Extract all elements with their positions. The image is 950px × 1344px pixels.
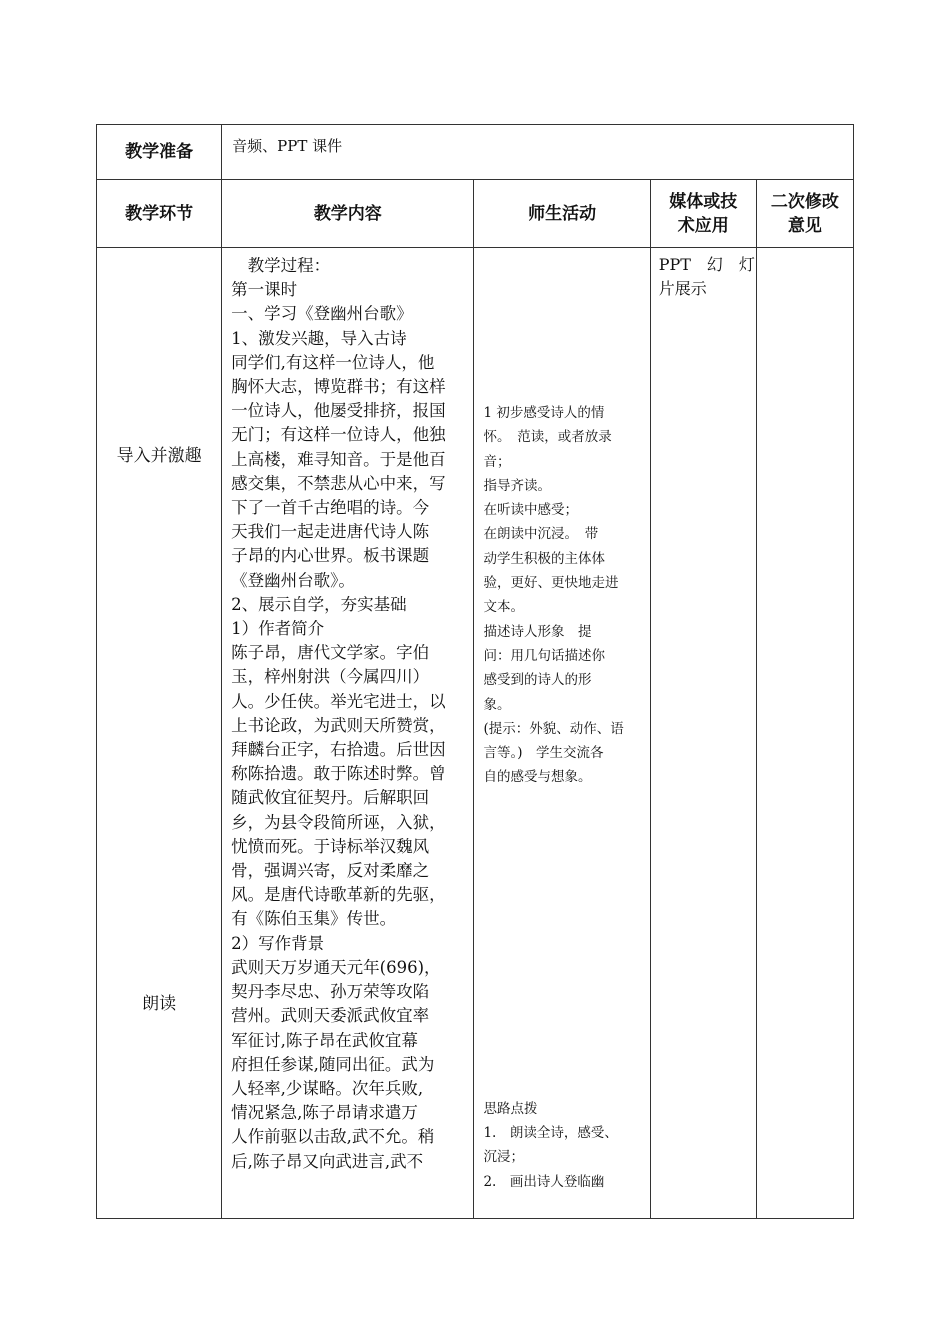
activity-line: 文本。 [483, 599, 524, 616]
content-line: 无门；有这样一位诗人，他独 [231, 425, 446, 445]
activity-line: 音； [483, 453, 511, 470]
content-line: 忧愤而死。于诗标举汉魏风 [231, 836, 430, 856]
activity-line: 指导齐读。 [483, 477, 551, 494]
activity-line: 言等。) 学生交流各 [483, 745, 604, 762]
content-line: 府担任参谋,随同出征。武为 [231, 1054, 435, 1074]
activity-line: 感受到的诗人的形 [483, 672, 592, 689]
content-line: 下了一首千古绝唱的诗。今 [231, 498, 430, 518]
activity-line: 问：用几句话描述你 [483, 647, 605, 664]
media-text [658, 253, 755, 301]
content-line: 情况紧急,陈子昂请求遣万 [231, 1103, 418, 1123]
revise-cell [756, 248, 853, 1219]
header-revise-line-2: 意见 [787, 215, 822, 236]
content-line: 第一课时 [231, 280, 298, 300]
content-line: 随武攸宜征契丹。后解职回 [231, 788, 430, 808]
content-line: 风。是唐代诗歌革新的先驱， [231, 885, 446, 905]
header-media-line-1: 媒体或技 [669, 191, 738, 212]
media-cell [650, 248, 756, 1219]
activity-line: 2. 画出诗人登临幽 [483, 1173, 605, 1190]
content-line: 营州。武则天委派武攸宜率 [231, 1006, 430, 1026]
header-content: 教学内容 [222, 180, 474, 248]
activity-cell [474, 248, 650, 1219]
content-text [231, 254, 469, 1174]
content-line: 乡，为县令段简所诬，入狱， [231, 812, 446, 832]
content-line: 上书论政，为武则天所赞赏， [231, 715, 446, 735]
activity-line: 沉浸； [483, 1149, 524, 1166]
activity-line: 描述诗人形象 提 [483, 623, 592, 640]
activity-text-a [483, 401, 646, 790]
content-line: 教学过程： [231, 256, 331, 275]
activity-text-b [483, 1097, 646, 1194]
activity-line: 自的感受与想象。 [483, 769, 592, 786]
content-line: 一、学习《登幽州台歌》 [231, 304, 413, 324]
content-line: 人。少任侠。举光宅进士，以 [231, 691, 446, 711]
content-line: 1、激发兴趣，导入古诗 [231, 328, 407, 348]
content-line: 武则天万岁通天元年(696)， [231, 957, 441, 977]
header-row [97, 180, 854, 248]
media-line: PPT 幻 灯 [658, 255, 755, 274]
header-media-line-2: 术应用 [677, 215, 729, 236]
content-line: 后,陈子昂又向武进言,武不 [231, 1151, 424, 1171]
content-line: 称陈拾遗。敢于陈述时弊。曾 [231, 764, 446, 784]
activity-line: 在朗读中沉浸。 带 [483, 526, 599, 543]
content-line: 2）写作背景 [231, 933, 325, 953]
activity-line: 思路点拨 [483, 1100, 538, 1117]
stage-read-label: 朗读 [142, 994, 177, 1014]
content-line: 《登幽州台歌》。 [231, 570, 355, 590]
stage-cell [97, 248, 222, 1219]
activity-line: 动学生积极的主体体 [483, 550, 605, 567]
prep-row [97, 125, 854, 180]
content-line: 胸怀大志，博览群书；有这样 [231, 377, 446, 397]
content-line: 人作前驱以击敌,武不允。稍 [231, 1127, 435, 1147]
content-line: 1）作者简介 [231, 619, 325, 639]
media-line: 片展示 [658, 279, 707, 298]
prep-value: 音频、PPT 课件 [222, 125, 854, 180]
content-line: 军征讨,陈子昂在武攸宜幕 [231, 1030, 418, 1050]
activity-line: 怀。 范读，或者放录 [483, 429, 612, 446]
activity-line: 验，更好、更快地走进 [483, 575, 619, 592]
header-revise-line-1: 二次修改 [770, 191, 839, 212]
header-stage: 教学环节 [97, 180, 222, 248]
header-revise [756, 180, 853, 248]
content-line: 一位诗人，他屡受排挤，报国 [231, 401, 446, 421]
activity-line: (提示：外貌、动作、语 [483, 720, 624, 737]
content-line: 人轻率,少谋略。次年兵败, [231, 1078, 424, 1098]
content-line: 陈子昂，唐代文学家。字伯 [231, 643, 430, 663]
activity-line: 1. 朗读全诗，感受、 [483, 1125, 618, 1142]
content-line: 上高楼，难寻知音。于是他百 [231, 449, 446, 469]
body-row [97, 248, 854, 1219]
content-line: 同学们,有这样一位诗人，他 [231, 352, 435, 372]
content-cell [222, 248, 474, 1219]
content-line: 2、展示自学，夯实基础 [231, 594, 407, 614]
content-line: 骨，强调兴寄，反对柔靡之 [231, 861, 430, 881]
stage-intro-label: 导入并激趣 [116, 446, 202, 466]
content-line: 子昂的内心世界。板书课题 [231, 546, 430, 566]
header-activity: 师生活动 [474, 180, 650, 248]
content-line: 天我们一起走进唐代诗人陈 [231, 522, 430, 542]
header-media [650, 180, 756, 248]
prep-label: 教学准备 [97, 125, 222, 180]
content-line: 有《陈伯玉集》传世。 [231, 909, 397, 929]
activity-line: 在听读中感受； [483, 502, 578, 519]
content-line: 契丹李尽忠、孙万荣等攻陷 [231, 982, 430, 1002]
content-line: 玉，梓州射洪（今属四川） [231, 667, 430, 687]
content-line: 感交集，不禁悲从心中来，写 [231, 473, 446, 493]
lesson-plan-table [96, 124, 854, 1219]
activity-line: 象。 [483, 696, 511, 713]
activity-line: 1 初步感受诗人的情 [483, 405, 605, 421]
content-line: 拜麟台正字，右拾遗。后世因 [231, 740, 446, 760]
